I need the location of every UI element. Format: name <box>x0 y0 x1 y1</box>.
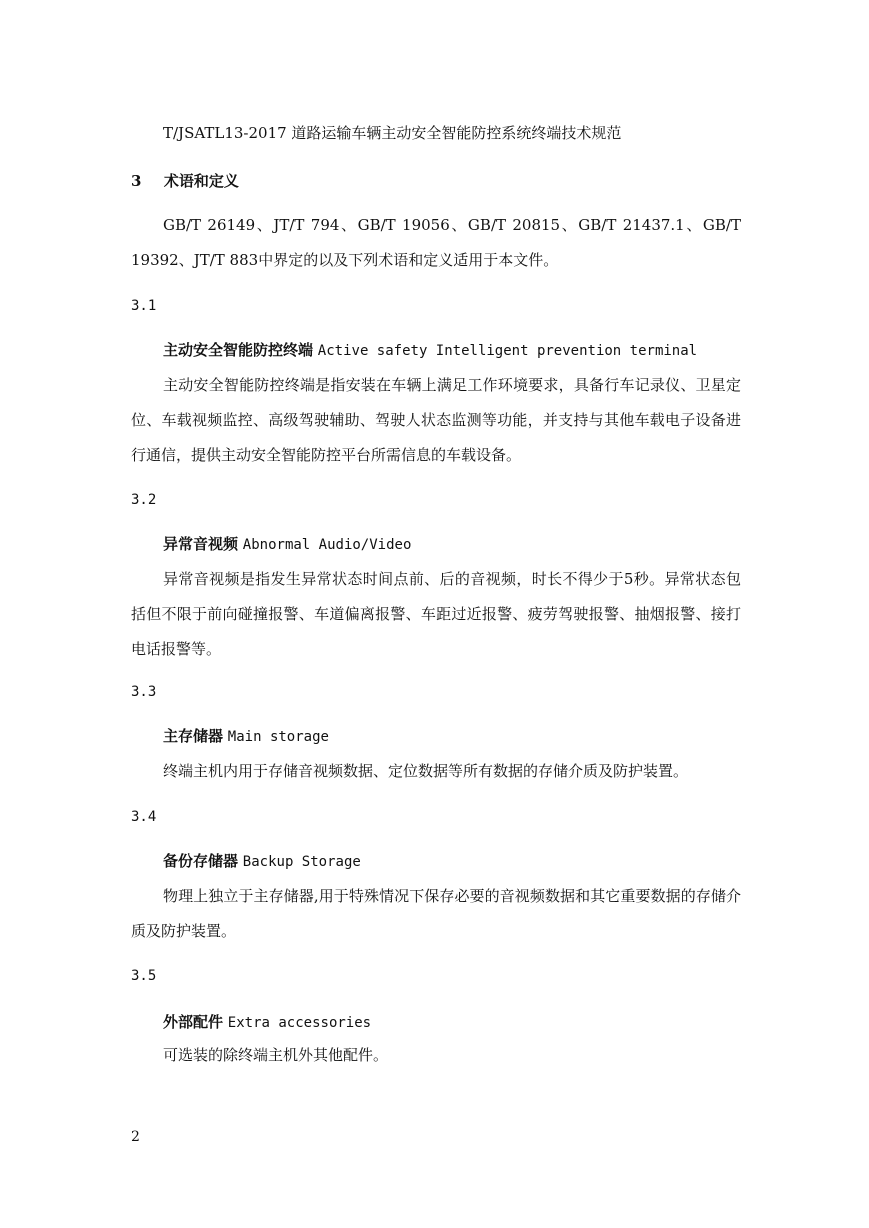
term-definition: 异常音视频是指发生异常状态时间点前、后的音视频，时长不得少于5秒。异常状态包括但不限于前向碰撞报警、车道偏离报警、车距过近报警、疲劳驾驶报警、抽烟报警、接打电话报警等。 <box>131 570 741 658</box>
term-heading <box>163 340 697 361</box>
term-name-en: Active safety Intelligent prevention terminal <box>317 343 698 359</box>
term-number: 3.5 <box>131 968 157 984</box>
term-name-en: Extra accessories <box>227 1015 372 1031</box>
term-name-cn: 备份存储器 <box>163 852 239 870</box>
term-heading <box>163 1012 371 1033</box>
section-heading <box>131 171 239 191</box>
term-number: 3.3 <box>131 684 157 700</box>
term-name-en: Abnormal Audio/Video <box>242 537 412 553</box>
term-number: 3.2 <box>131 492 157 508</box>
term-name-en: Backup Storage <box>242 854 361 870</box>
term-name-cn: 外部配件 <box>163 1013 224 1031</box>
term-number: 3.4 <box>131 809 157 825</box>
section-title: 术语和定义 <box>163 172 239 190</box>
term-name-cn: 主动安全智能防控终端 <box>163 341 314 359</box>
term-name-en: Main storage <box>227 729 329 745</box>
term-name-cn: 异常音视频 <box>163 535 239 553</box>
term-number: 3.1 <box>131 298 157 314</box>
term-definition: 主动安全智能防控终端是指安装在车辆上满足工作环境要求，具备行车记录仪、卫星定位、车载视频监控、高级驾驶辅助、驾驶人状态监测等功能，并支持与其他车载电子设备进行通信，提供主动安全智能防控平台所需信息的车载设备。 <box>131 376 741 464</box>
term-heading <box>163 534 411 555</box>
term-heading <box>163 851 361 872</box>
term-definition: 物理上独立于主存储器,用于特殊情况下保存必要的音视频数据和其它重要数据的存储介质及防护装置。 <box>131 887 741 940</box>
reference-standard: T/JSATL13-2017 道路运输车辆主动安全智能防控系统终端技术规范 <box>163 124 622 142</box>
page-number: 2 <box>131 1129 140 1145</box>
term-definition: 终端主机内用于存储音视频数据、定位数据等所有数据的存储介质及防护装置。 <box>163 762 689 780</box>
section-intro: GB/T 26149、JT/T 794、GB/T 19056、GB/T 20815、GB/T 21437.1、GB/T 19392、JT/T 883中界定的以及下列术语和定义适用于本文件。 <box>131 216 741 269</box>
section-number: 3 <box>131 172 142 190</box>
term-name-cn: 主存储器 <box>163 727 224 745</box>
term-heading <box>163 726 329 747</box>
term-definition: 可选装的除终端主机外其他配件。 <box>163 1046 389 1064</box>
